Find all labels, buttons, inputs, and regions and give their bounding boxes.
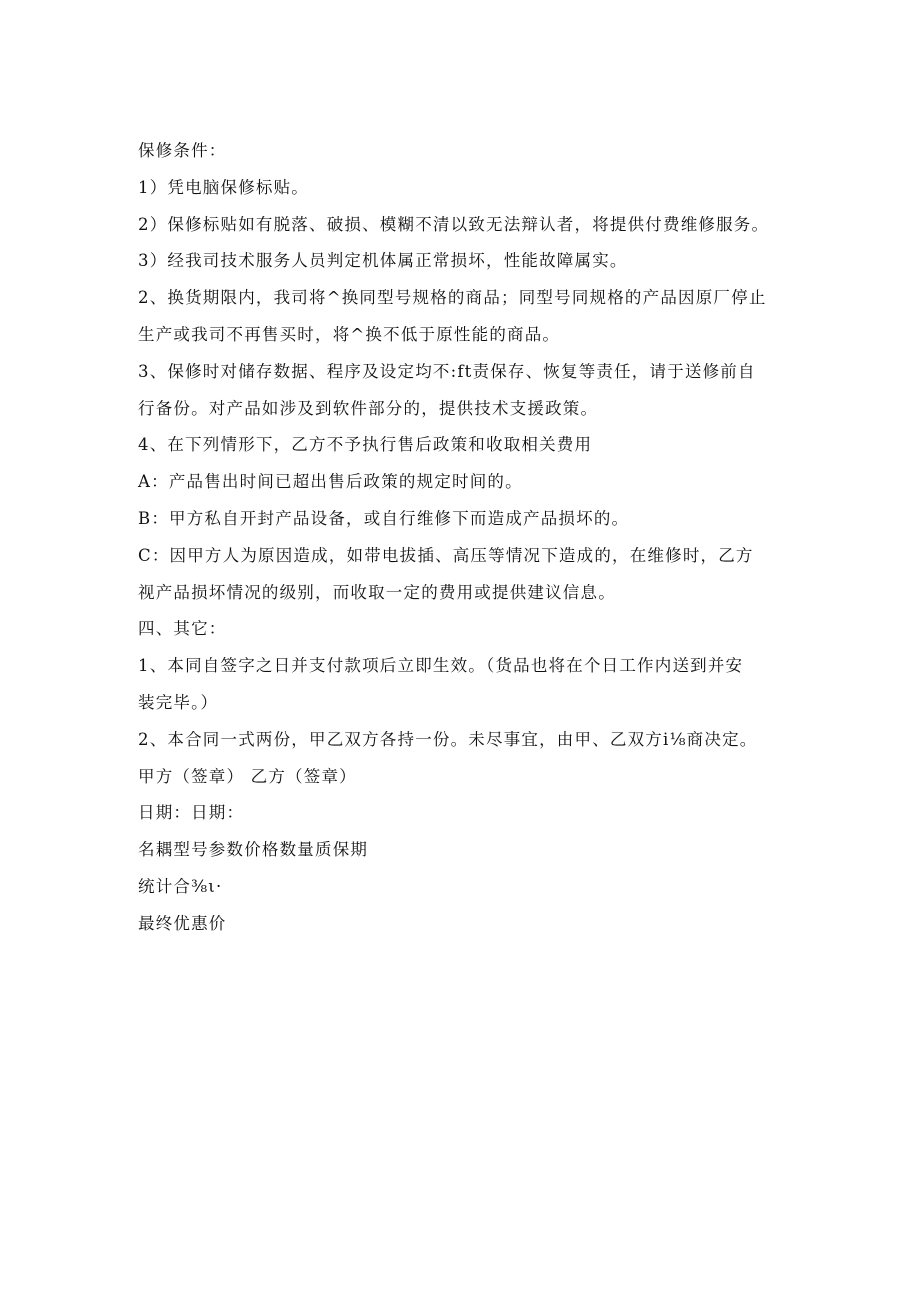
exchange-clause-line-2: 生产或我司不再售买时，将^换不低于原性能的商品。: [138, 324, 561, 344]
signature-line: 甲方（签章） 乙方（签章）: [138, 766, 357, 786]
condition-item-3: 3）经我司技术服务人员判定机体属正常损坏，性能故障属实。: [138, 251, 628, 271]
condition-item-2: 2）保修标贴如有脱落、破损、模糊不清以致无法辩认者，将提供付费维修服务。: [138, 214, 770, 234]
exclusions-clause: 4、在下列情形下，乙方不予执行售后政策和收取相关费用: [138, 435, 593, 455]
exclusion-item-c-line-1: C：因甲方人为原因造成，如带电拔插、高压等情况下造成的，在维修时，乙方: [138, 545, 754, 565]
exclusion-item-c-line-2: 视产品损坏情况的级别，而收取一定的费用或提供建议信息。: [138, 582, 616, 602]
other-section-heading: 四、其它：: [138, 619, 227, 639]
document-body: [138, 133, 838, 943]
exchange-clause-line-1: 2、换货期限内，我司将^换同型号规格的商品；同型号同规格的产品因原厂停止: [138, 288, 767, 308]
total-line: 统计合⅜ι·: [138, 876, 223, 896]
date-line: 日期：日期：: [138, 803, 245, 823]
exclusion-item-b: B：甲方私自开封产品设备，或自行维修下而造成产品损坏的。: [138, 508, 630, 528]
warranty-conditions-heading: 保修条件：: [138, 141, 227, 160]
condition-item-1: 1）凭电脑保修标贴。: [138, 177, 309, 197]
exclusion-item-a: A：产品售出时间已超出售后政策的规定时间的。: [138, 472, 523, 492]
other-item-1-line-2: 装完毕。）: [138, 692, 219, 712]
other-item-1-line-1: 1、本同自签字之日并支付款项后立即生效。（货品也将在个日工作内送到并安: [138, 656, 744, 676]
data-backup-clause-line-2: 行备份。对产品如涉及到软件部分的，提供技术支援政策。: [138, 398, 599, 418]
final-price-line: 最终优惠价: [138, 913, 227, 933]
data-backup-clause-line-1: 3、保修时对储存数据、程序及设定均不:ft责保存、恢复等责任，请于送修前自: [138, 361, 756, 381]
other-item-2: 2、本合同一式两份，甲乙双方各持一份。未尽事宜，由甲、乙双方i⅛商决定。: [138, 729, 758, 749]
product-table-header: 名耦型号参数价格数量质保期: [138, 840, 369, 860]
